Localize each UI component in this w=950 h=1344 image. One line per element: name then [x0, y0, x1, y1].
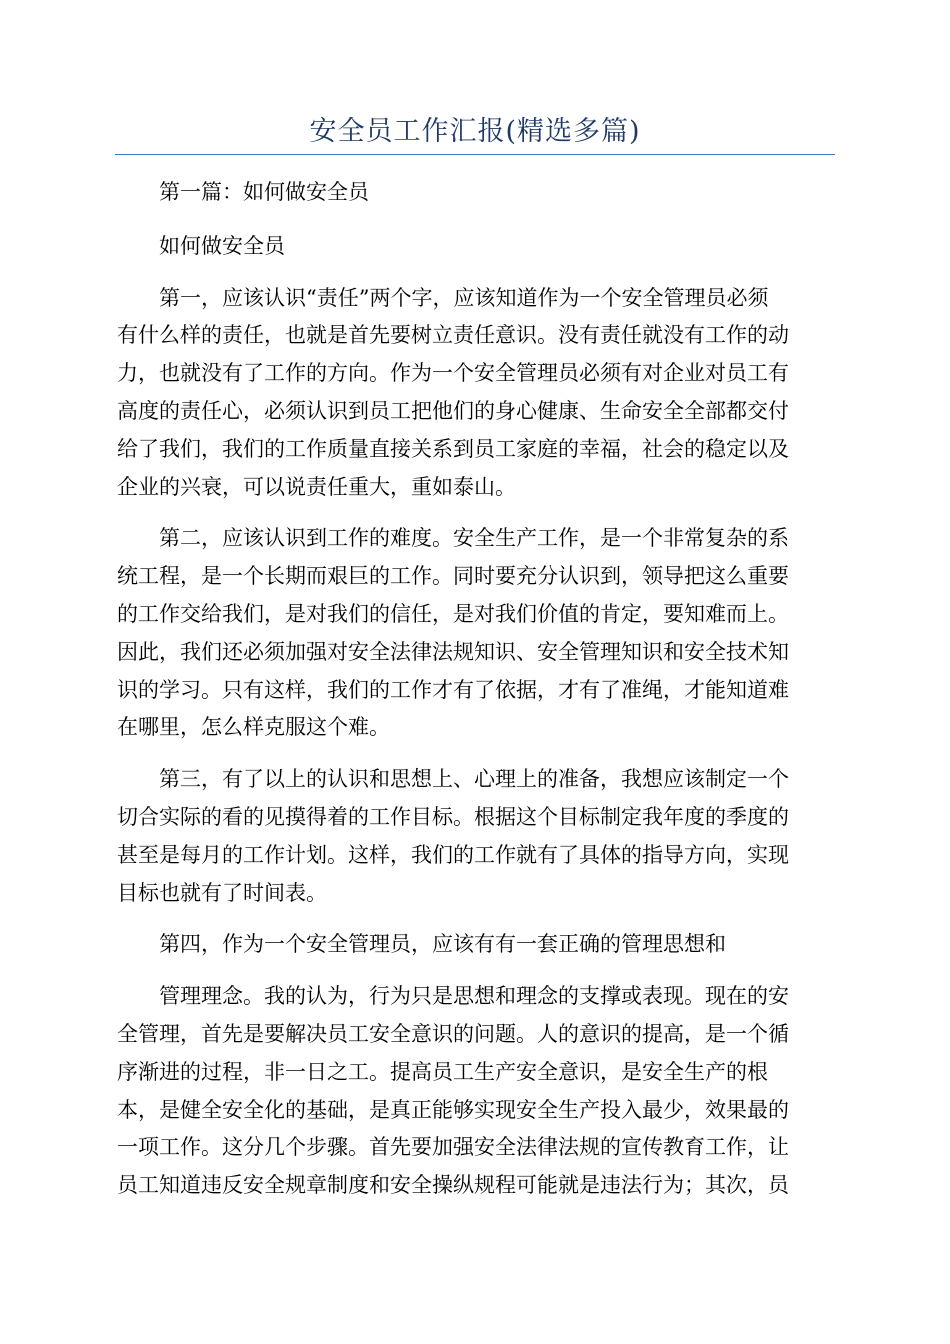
- document-title: 安全员工作汇报(精选多篇): [309, 116, 641, 147]
- document-body: [117, 174, 833, 1205]
- paragraph-2: 第二，应该认识到工作的难度。安全生产工作，是一个非常复杂的系 统工程，是一个长期而艰巨的工作。同时要充分认识到，领导把这么重要 的工作交给我们，是对我们的信任，是对我们价值的肯定，要知难而上。 因此，我们还必须加强对安全法律法规知识、安全管理知识和安全技术知 识的学习。只有这样，我们的工作才有了依据，才有了准绳，才能知道难 在哪里，怎么样克服这个难。: [117, 526, 789, 740]
- title-underline: [115, 154, 835, 155]
- paragraph-1: 第一，应该认识“责任”两个字，应该知道作为一个安全管理员必须 有什么样的责任，也就是首先要树立责任意识。没有责任就没有工作的动 力，也就没有了工作的方向。作为一个安全管理员必须有对企业对员工有 高度的责任心，必须认识到员工把他们的身心健康、生命安全全部都交付 给了我们，我们的工作质量直接关系到员工家庭的幸福，社会的稳定以及 企业的兴衰，可以说责任重大，重如泰山。: [117, 285, 789, 499]
- paragraph-5: 管理理念。我的认为，行为只是思想和理念的支撑或表现。现在的安 全管理，首先是要解决员工安全意识的问题。人的意识的提高，是一个循 序渐进的过程，非一日之工。提高员工生产安全意识，是安全生产的根 本，是健全安全化的基础，是真正能够实现安全生产投入最少，效果最的 一项工作。这分几个步骤。首先要加强安全法律法规的宣传教育工作，让 员工知道违反安全规章制度和安全操纵规程可能就是违法行为；其次，员: [117, 984, 789, 1198]
- paragraph-4: 第四，作为一个安全管理员，应该有有一套正确的管理思想和: [159, 932, 726, 957]
- section-heading: 第一篇：如何做安全员: [159, 180, 369, 204]
- section-subheading: 如何做安全员: [159, 233, 285, 258]
- paragraph-3: 第三，有了以上的认识和思想上、心理上的准备，我想应该制定一个 切合实际的看的见摸得着的工作目标。根据这个目标制定我年度的季度的 甚至是每月的工作计划。这样，我们的工作就有了具体的指导方向，实现 目标也就有了时间表。: [117, 767, 789, 905]
